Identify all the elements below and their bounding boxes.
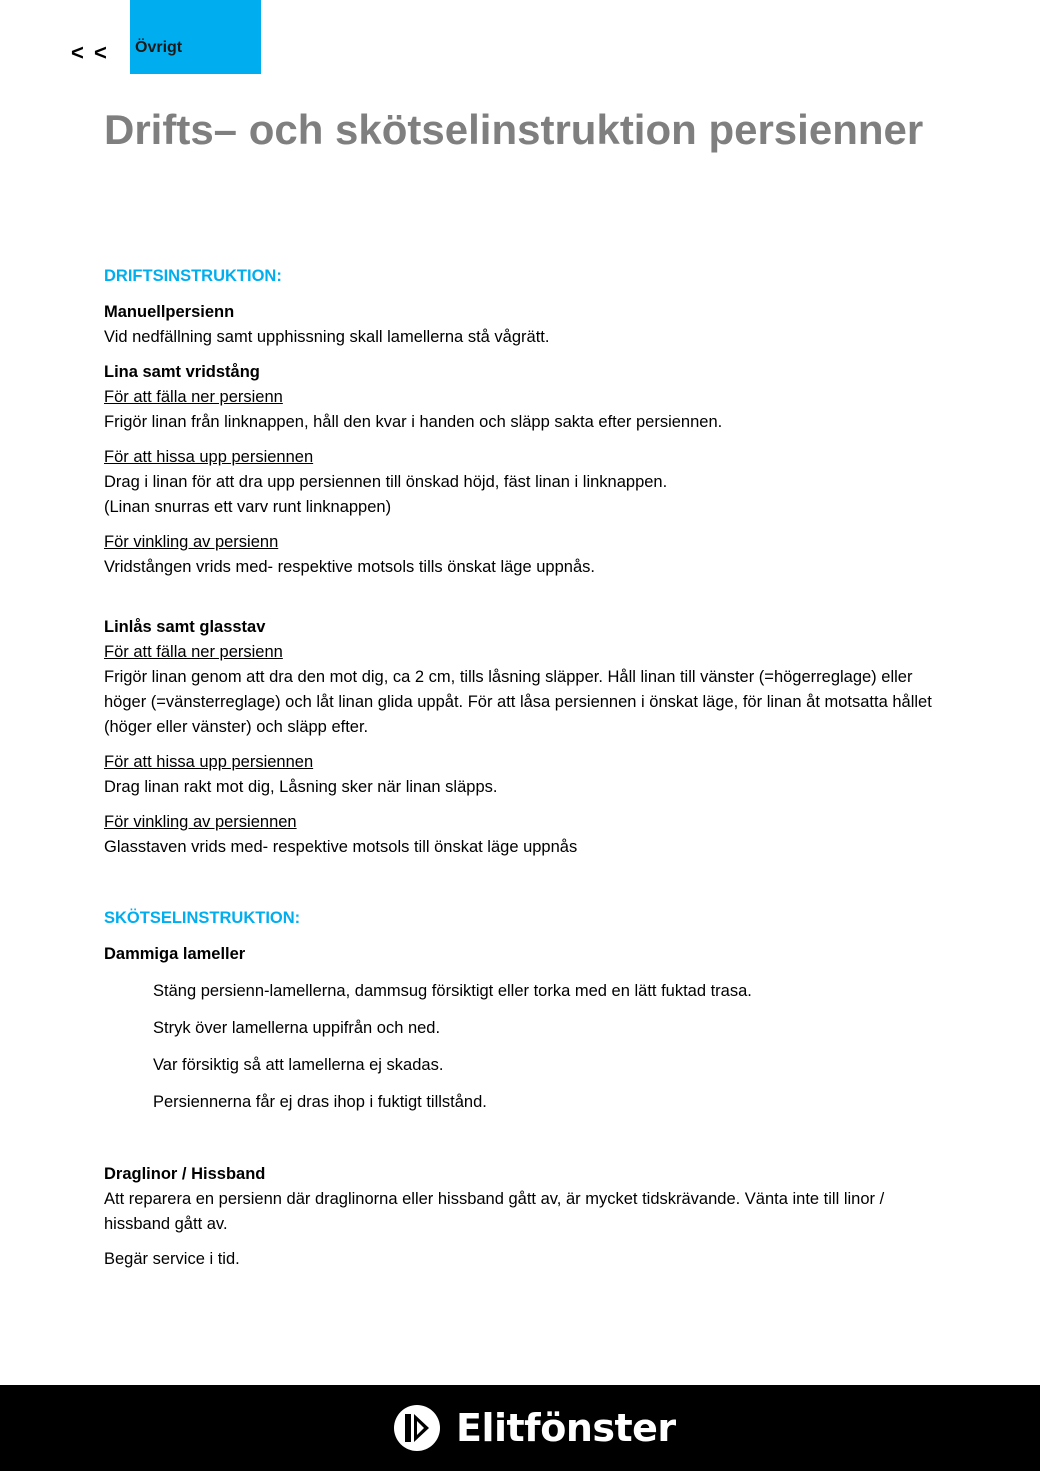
section-heading-drift: DRIFTSINSTRUKTION: <box>104 267 282 285</box>
list-item: Stäng persienn-lamellerna, dammsug försiktigt eller torka med en lätt fuktad trasa. <box>153 982 752 1000</box>
paragraph: (Linan snurras ett varv runt linknappen) <box>104 498 392 516</box>
underlined-subheading: För att hissa upp persiennen <box>104 448 314 466</box>
elitfonster-logo-icon <box>392 1403 442 1453</box>
underlined-subheading: För att fälla ner persienn <box>104 643 283 661</box>
paragraph: Glasstaven vrids med- respektive motsols till önskat läge uppnås <box>104 838 578 856</box>
paragraph-service: Begär service i tid. <box>104 1250 240 1268</box>
subsection-dammiga <box>104 942 944 1115</box>
subsection-draglinor <box>104 1162 944 1272</box>
footer-bar <box>0 1385 1040 1471</box>
subsection-heading: Linlås samt glasstav <box>104 618 266 636</box>
underlined-subheading: För att fälla ner persienn <box>104 388 283 406</box>
subsection-heading: Manuellpersienn <box>104 303 235 321</box>
paragraph: Att reparera en persienn där draglinorna eller hissband gått av, är mycket tidskrävande. Vänta inte till linor / hissband gått av. <box>104 1190 885 1233</box>
underlined-subheading: För vinkling av persienn <box>104 533 279 551</box>
brand-name: Elitfönster <box>456 1406 676 1450</box>
care-list <box>104 979 944 1115</box>
tab-ovrigt[interactable] <box>130 0 261 74</box>
subsection-linlas <box>104 615 944 860</box>
paragraph: Frigör linan från linknappen, håll den kvar i handen och släpp sakta efter persiennen. <box>104 413 723 431</box>
section-heading-skotsel: SKÖTSELINSTRUKTION: <box>104 909 301 927</box>
underlined-subheading: För att hissa upp persiennen <box>104 753 314 771</box>
brand-logo <box>392 1402 676 1454</box>
underlined-subheading: För vinkling av persiennen <box>104 813 297 831</box>
tab-label: Övrigt <box>135 39 183 56</box>
document-body <box>104 264 944 1272</box>
subsection-manuell <box>104 300 944 350</box>
subsection-heading: Lina samt vridstång <box>104 363 260 381</box>
paragraph: Vridstången vrids med- respektive motsols tills önskat läge uppnås. <box>104 558 595 576</box>
subsection-heading: Draglinor / Hissband <box>104 1165 266 1183</box>
page-title: Drifts– och skötselinstruktion persienner <box>104 106 924 153</box>
list-item: Persiennerna får ej dras ihop i fuktigt tillstånd. <box>153 1093 487 1111</box>
paragraph: Vid nedfällning samt upphissning skall lamellerna stå vågrätt. <box>104 328 550 346</box>
list-item: Stryk över lamellerna uppifrån och ned. <box>153 1019 441 1037</box>
subsection-lina <box>104 360 944 580</box>
paragraph: Drag i linan för att dra upp persiennen till önskad höjd, fäst linan i linknappen. <box>104 473 668 491</box>
back-link[interactable]: < < <box>71 40 109 65</box>
paragraph: Frigör linan genom att dra den mot dig, ca 2 cm, tills låsning släpper. Håll linan till vänster (=högerreglage) eller höger (=vänsterreglage) och låt linan glida uppåt. För att låsa persiennen i önskat läge, för linan åt motsatta hållet (höger eller vänster) och släpp efter. <box>104 668 932 736</box>
list-item: Var försiktig så att lamellerna ej skadas. <box>153 1056 444 1074</box>
subsection-heading: Dammiga lameller <box>104 945 246 963</box>
paragraph: Drag linan rakt mot dig, Låsning sker när linan släpps. <box>104 778 498 796</box>
